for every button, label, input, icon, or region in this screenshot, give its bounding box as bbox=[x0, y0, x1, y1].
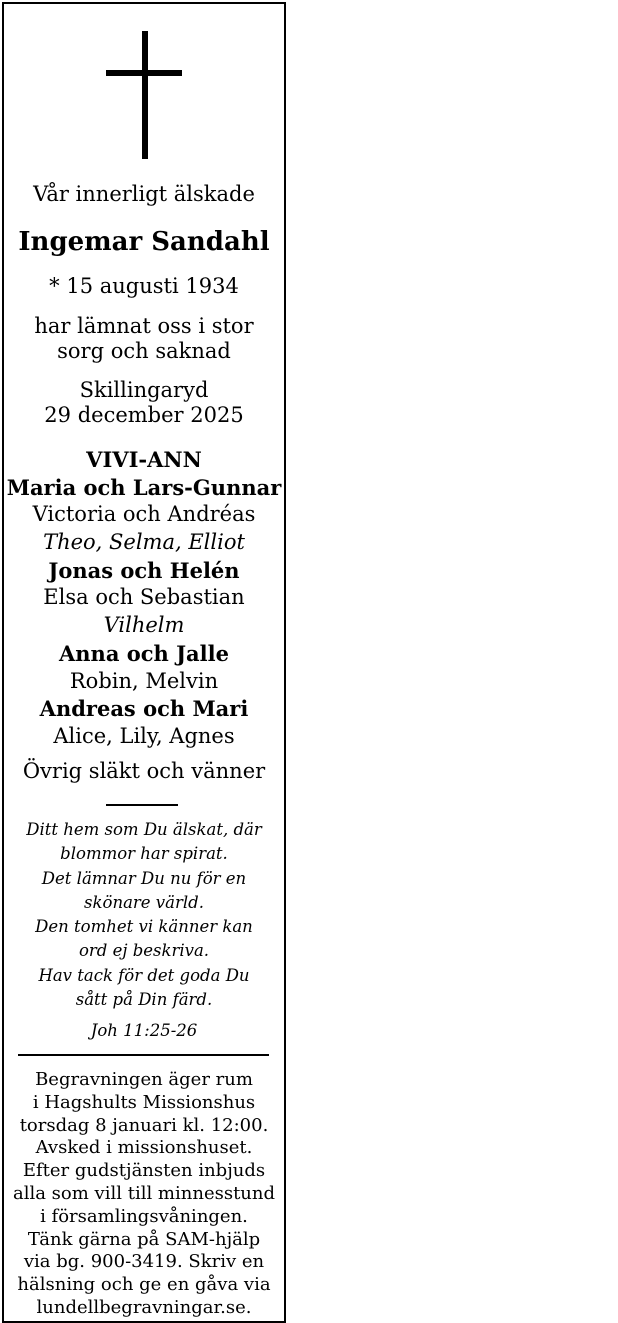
poem-line: Hav tack för det goda Du bbox=[38, 965, 250, 985]
place: Skillingaryd bbox=[79, 378, 209, 402]
notice-line: i Hagshults Missionshus bbox=[32, 1091, 256, 1113]
bible-reference: Joh 11:25-26 bbox=[90, 1021, 198, 1040]
poem-line: blommor har spirat. bbox=[60, 844, 228, 864]
family-member-line: Maria och Lars-Gunnar bbox=[6, 474, 282, 500]
poem bbox=[0, 818, 288, 1012]
notice-line: Avsked i missionshuset. bbox=[35, 1137, 253, 1159]
family-member-line: Elsa och Sebastian bbox=[43, 585, 245, 610]
funeral-notice bbox=[0, 1069, 288, 1320]
intro-text: Vår innerligt älskade bbox=[33, 182, 255, 206]
family-member-line: Alice, Lily, Agnes bbox=[53, 723, 235, 748]
poem-line: skönare värld. bbox=[84, 892, 204, 912]
divider-long bbox=[18, 1054, 269, 1056]
notice-line: lundellbegravningar.se. bbox=[36, 1296, 252, 1318]
divider-short bbox=[106, 804, 178, 806]
family-member-line: Vilhelm bbox=[103, 613, 185, 638]
family-member-line: Anna och Jalle bbox=[59, 640, 229, 666]
family-member-line: Victoria och Andréas bbox=[32, 502, 256, 527]
poem-line: ord ej beskriva. bbox=[78, 941, 210, 961]
poem-line: Det lämnar Du nu för en bbox=[41, 868, 247, 888]
notice-line: alla som vill till minnesstund bbox=[12, 1182, 276, 1204]
family-member-line: Robin, Melvin bbox=[69, 668, 219, 693]
family-member-line: Andreas och Mari bbox=[39, 696, 249, 722]
family-member-line: VIVI-ANN bbox=[86, 447, 202, 472]
other-relatives: Övrig släkt och vänner bbox=[22, 759, 266, 783]
birth-date: * 15 augusti 1934 bbox=[49, 274, 239, 298]
notice-line: i församlingsvåningen. bbox=[40, 1205, 248, 1227]
deceased-name: Ingemar Sandahl bbox=[18, 227, 270, 257]
poem-line: Ditt hem som Du älskat, där bbox=[26, 820, 262, 839]
notice-line: via bg. 900-3419. Skriv en bbox=[23, 1251, 265, 1273]
notice-line: Efter gudstjänsten inbjuds bbox=[22, 1160, 266, 1182]
death-date: 29 december 2025 bbox=[44, 403, 244, 427]
message-line: har lämnat oss i stor bbox=[34, 314, 254, 338]
notice-line: hälsning och ge en gåva via bbox=[17, 1274, 271, 1296]
family-list bbox=[0, 446, 288, 751]
family-member-line: Jonas och Helén bbox=[48, 557, 240, 583]
notice-line: Begravningen äger rum bbox=[35, 1069, 253, 1090]
message bbox=[0, 314, 288, 364]
notice-line: torsdag 8 januari kl. 12:00. bbox=[19, 1114, 269, 1136]
poem-line: sått på Din färd. bbox=[75, 990, 213, 1010]
place-and-date bbox=[0, 378, 288, 428]
poem-line: Den tomhet vi känner kan bbox=[35, 917, 253, 937]
family-member-line: Theo, Selma, Elliot bbox=[43, 530, 245, 555]
notice-line: Tänk gärna på SAM-hjälp bbox=[27, 1228, 261, 1250]
message-line: sorg och saknad bbox=[57, 339, 231, 363]
